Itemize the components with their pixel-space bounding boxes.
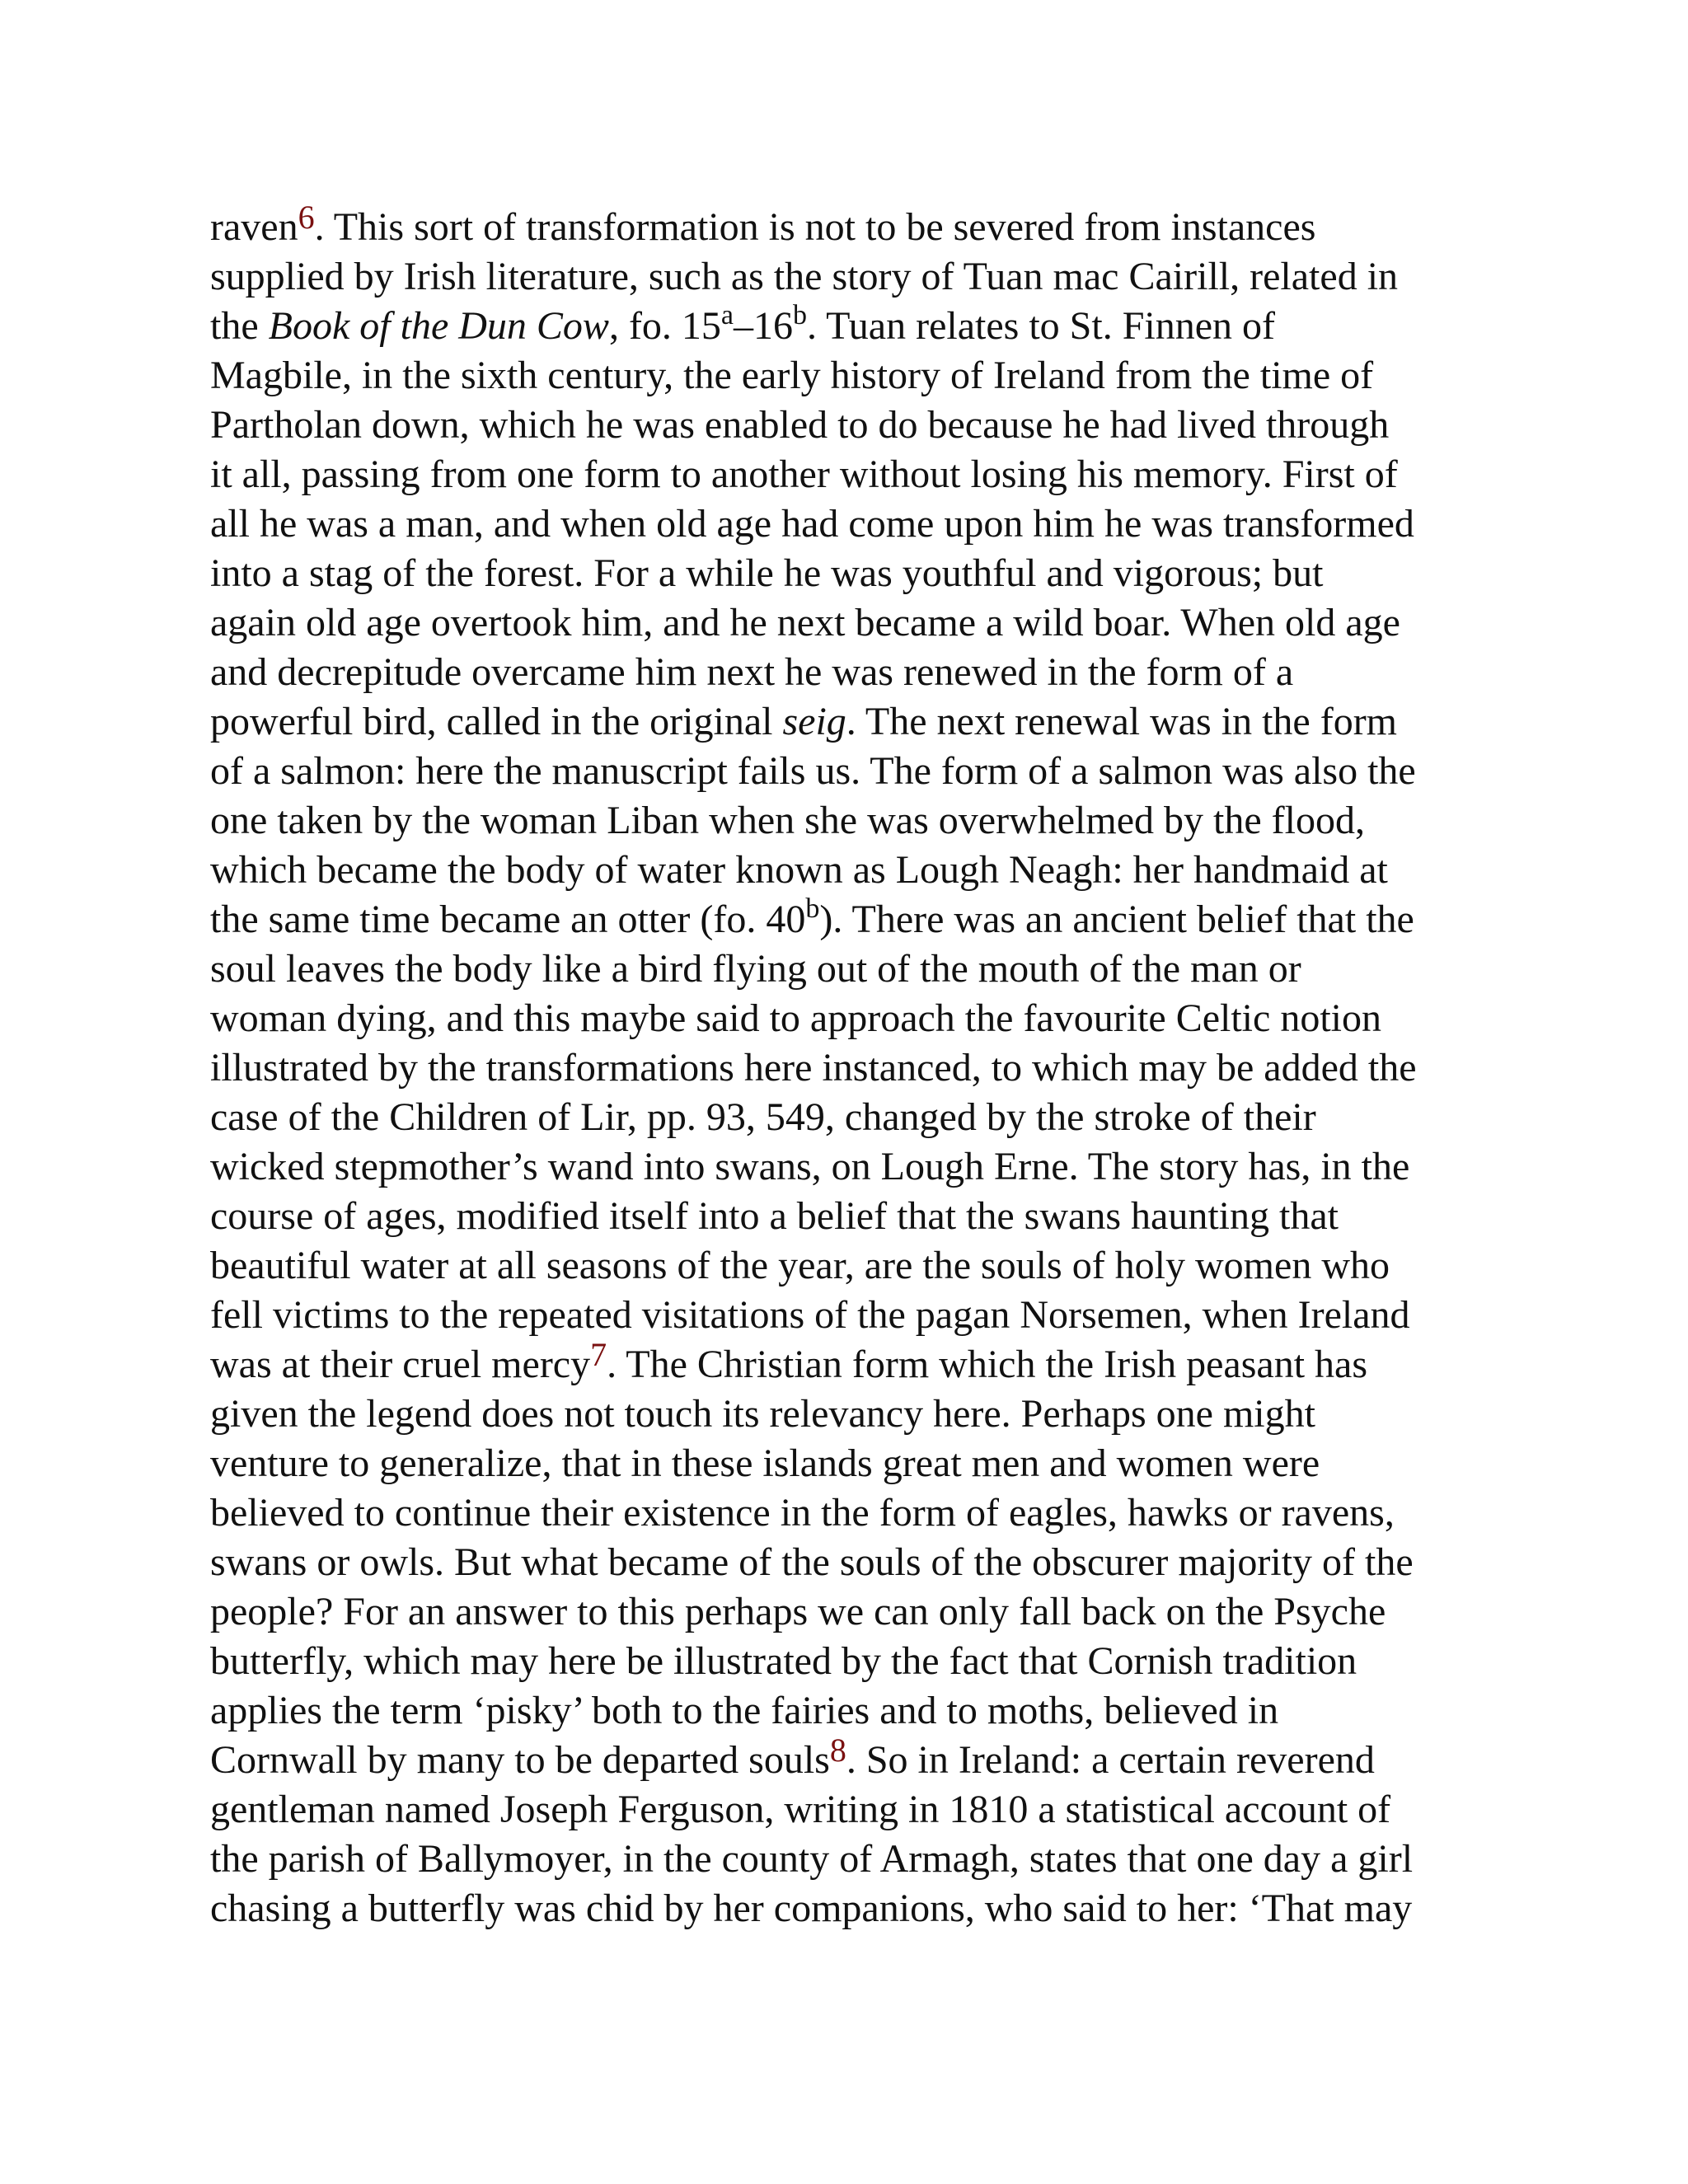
- text-line: [210, 199, 1496, 252]
- text-run: swans or owls. But what became of the souls of the obscurer majority of the: [210, 1540, 1414, 1584]
- text-run: . So in Ireland: a certain reverend: [846, 1738, 1375, 1782]
- text-run: of a salmon: here the manuscript fails us. The form of a salmon was also the: [210, 749, 1416, 793]
- text-line: [210, 1093, 1496, 1142]
- text-run: given the legend does not touch its relevancy here. Perhaps one might: [210, 1392, 1315, 1436]
- text-run: one taken by the woman Liban when she was overwhelmed by the flood,: [210, 799, 1365, 842]
- text-run: which became the body of water known as Lough Neagh: her handmaid at: [210, 848, 1388, 892]
- text-line: [210, 1192, 1496, 1241]
- text-line: [210, 450, 1496, 499]
- text-run: supplied by Irish literature, such as the story of Tuan mac Cairill, related in: [210, 255, 1399, 298]
- superscript-text: b: [793, 300, 808, 330]
- text-run: woman dying, and this maybe said to approach the favourite Celtic notion: [210, 996, 1381, 1040]
- text-line: [210, 252, 1496, 302]
- text-line: [210, 747, 1496, 796]
- text-run: raven: [210, 205, 298, 249]
- text-run: powerful bird, called in the original: [210, 700, 783, 743]
- text-line: [210, 499, 1496, 549]
- text-line: [210, 1637, 1496, 1686]
- superscript-text: b: [805, 893, 820, 924]
- text-run: gentleman named Joseph Ferguson, writing in 1810 a statistical account of: [210, 1788, 1391, 1831]
- text-run: case of the Children of Lir, pp. 93, 549, changed by the stroke of their: [210, 1095, 1316, 1139]
- text-run: . The Christian form which the Irish peasant has: [607, 1343, 1368, 1386]
- text-run: wicked stepmother’s wand into swans, on Lough Erne. The story has, in the: [210, 1145, 1410, 1188]
- text-run: soul leaves the body like a bird flying out of the mouth of the man or: [210, 947, 1301, 991]
- body-text: [210, 199, 1496, 1933]
- text-line: [210, 302, 1496, 351]
- text-line: [210, 1732, 1496, 1785]
- text-line: [210, 796, 1496, 846]
- italic-text: Book of the Dun Cow: [268, 304, 609, 348]
- text-line: [210, 1291, 1496, 1340]
- text-run: . The next renewal was in the form: [846, 700, 1398, 743]
- text-line: [210, 598, 1496, 648]
- text-run: ). There was an ancient belief that the: [819, 898, 1414, 941]
- text-run: again old age overtook him, and he next became a wild boar. When old age: [210, 601, 1400, 644]
- text-run: beautiful water at all seasons of the year, are the souls of holy women who: [210, 1244, 1390, 1287]
- text-run: butterfly, which may here be illustrated by the fact that Cornish tradition: [210, 1639, 1357, 1683]
- text-line: [210, 944, 1496, 994]
- text-line: [210, 1538, 1496, 1587]
- text-line: [210, 1241, 1496, 1291]
- text-run: . Tuan relates to St. Finnen of: [807, 304, 1276, 348]
- text-line: [210, 1488, 1496, 1538]
- text-line: [210, 1336, 1496, 1390]
- text-line: [210, 1884, 1496, 1933]
- text-line: [210, 549, 1496, 598]
- text-run: illustrated by the transformations here instanced, to which may be added the: [210, 1046, 1417, 1090]
- text-line: [210, 1043, 1496, 1093]
- text-run: people? For an answer to this perhaps we can only fall back on the Psyche: [210, 1590, 1386, 1633]
- text-run: applies the term ‘pisky’ both to the fairies and to moths, believed in: [210, 1689, 1279, 1732]
- text-run: the: [210, 304, 269, 348]
- text-line: [210, 1142, 1496, 1192]
- text-run: course of ages, modified itself into a belief that the swans haunting that: [210, 1194, 1339, 1238]
- superscript-text: a: [720, 300, 734, 330]
- text-run: Partholan down, which he was enabled to do because he had lived through: [210, 403, 1390, 447]
- footnote-reference-link[interactable]: 6: [298, 199, 315, 236]
- text-run: and decrepitude overcame him next he was renewed in the form of a: [210, 650, 1294, 694]
- text-run: believed to continue their existence in the form of eagles, hawks or ravens,: [210, 1491, 1395, 1535]
- text-line: [210, 351, 1496, 401]
- text-line: [210, 697, 1496, 747]
- text-run: was at their cruel mercy: [210, 1343, 591, 1386]
- text-line: [210, 1686, 1496, 1736]
- italic-text: seig: [782, 700, 846, 743]
- text-run: all he was a man, and when old age had come upon him he was transformed: [210, 502, 1414, 546]
- text-line: [210, 1785, 1496, 1835]
- text-run: chasing a butterfly was chid by her companions, who said to her: ‘That may: [210, 1886, 1413, 1930]
- text-line: [210, 1835, 1496, 1884]
- text-run: into a stag of the forest. For a while he was youthful and vigorous; but: [210, 551, 1324, 595]
- text-run: Cornwall by many to be departed souls: [210, 1738, 830, 1782]
- text-line: [210, 1439, 1496, 1488]
- text-line: [210, 846, 1496, 895]
- text-run: fell victims to the repeated visitations of the pagan Norsemen, when Ireland: [210, 1293, 1410, 1337]
- text-run: venture to generalize, that in these islands great men and women were: [210, 1441, 1320, 1485]
- text-line: [210, 648, 1496, 697]
- footnote-reference-link[interactable]: 7: [590, 1336, 607, 1373]
- text-run: . This sort of transformation is not to be severed from instances: [314, 205, 1316, 249]
- text-run: the parish of Ballymoyer, in the county of Armagh, states that one day a girl: [210, 1837, 1414, 1881]
- text-run: it all, passing from one form to another without losing his memory. First of: [210, 452, 1398, 496]
- text-line: [210, 1587, 1496, 1637]
- text-line: [210, 994, 1496, 1043]
- text-run: Magbile, in the sixth century, the early history of Ireland from the time of: [210, 354, 1374, 397]
- text-line: [210, 401, 1496, 450]
- footnote-reference-link[interactable]: 8: [829, 1732, 846, 1769]
- text-run: , fo. 15: [608, 304, 721, 348]
- text-run: the same time became an otter (fo. 40: [210, 898, 806, 941]
- text-line: [210, 895, 1496, 944]
- text-line: [210, 1390, 1496, 1439]
- text-run: –16: [734, 304, 794, 348]
